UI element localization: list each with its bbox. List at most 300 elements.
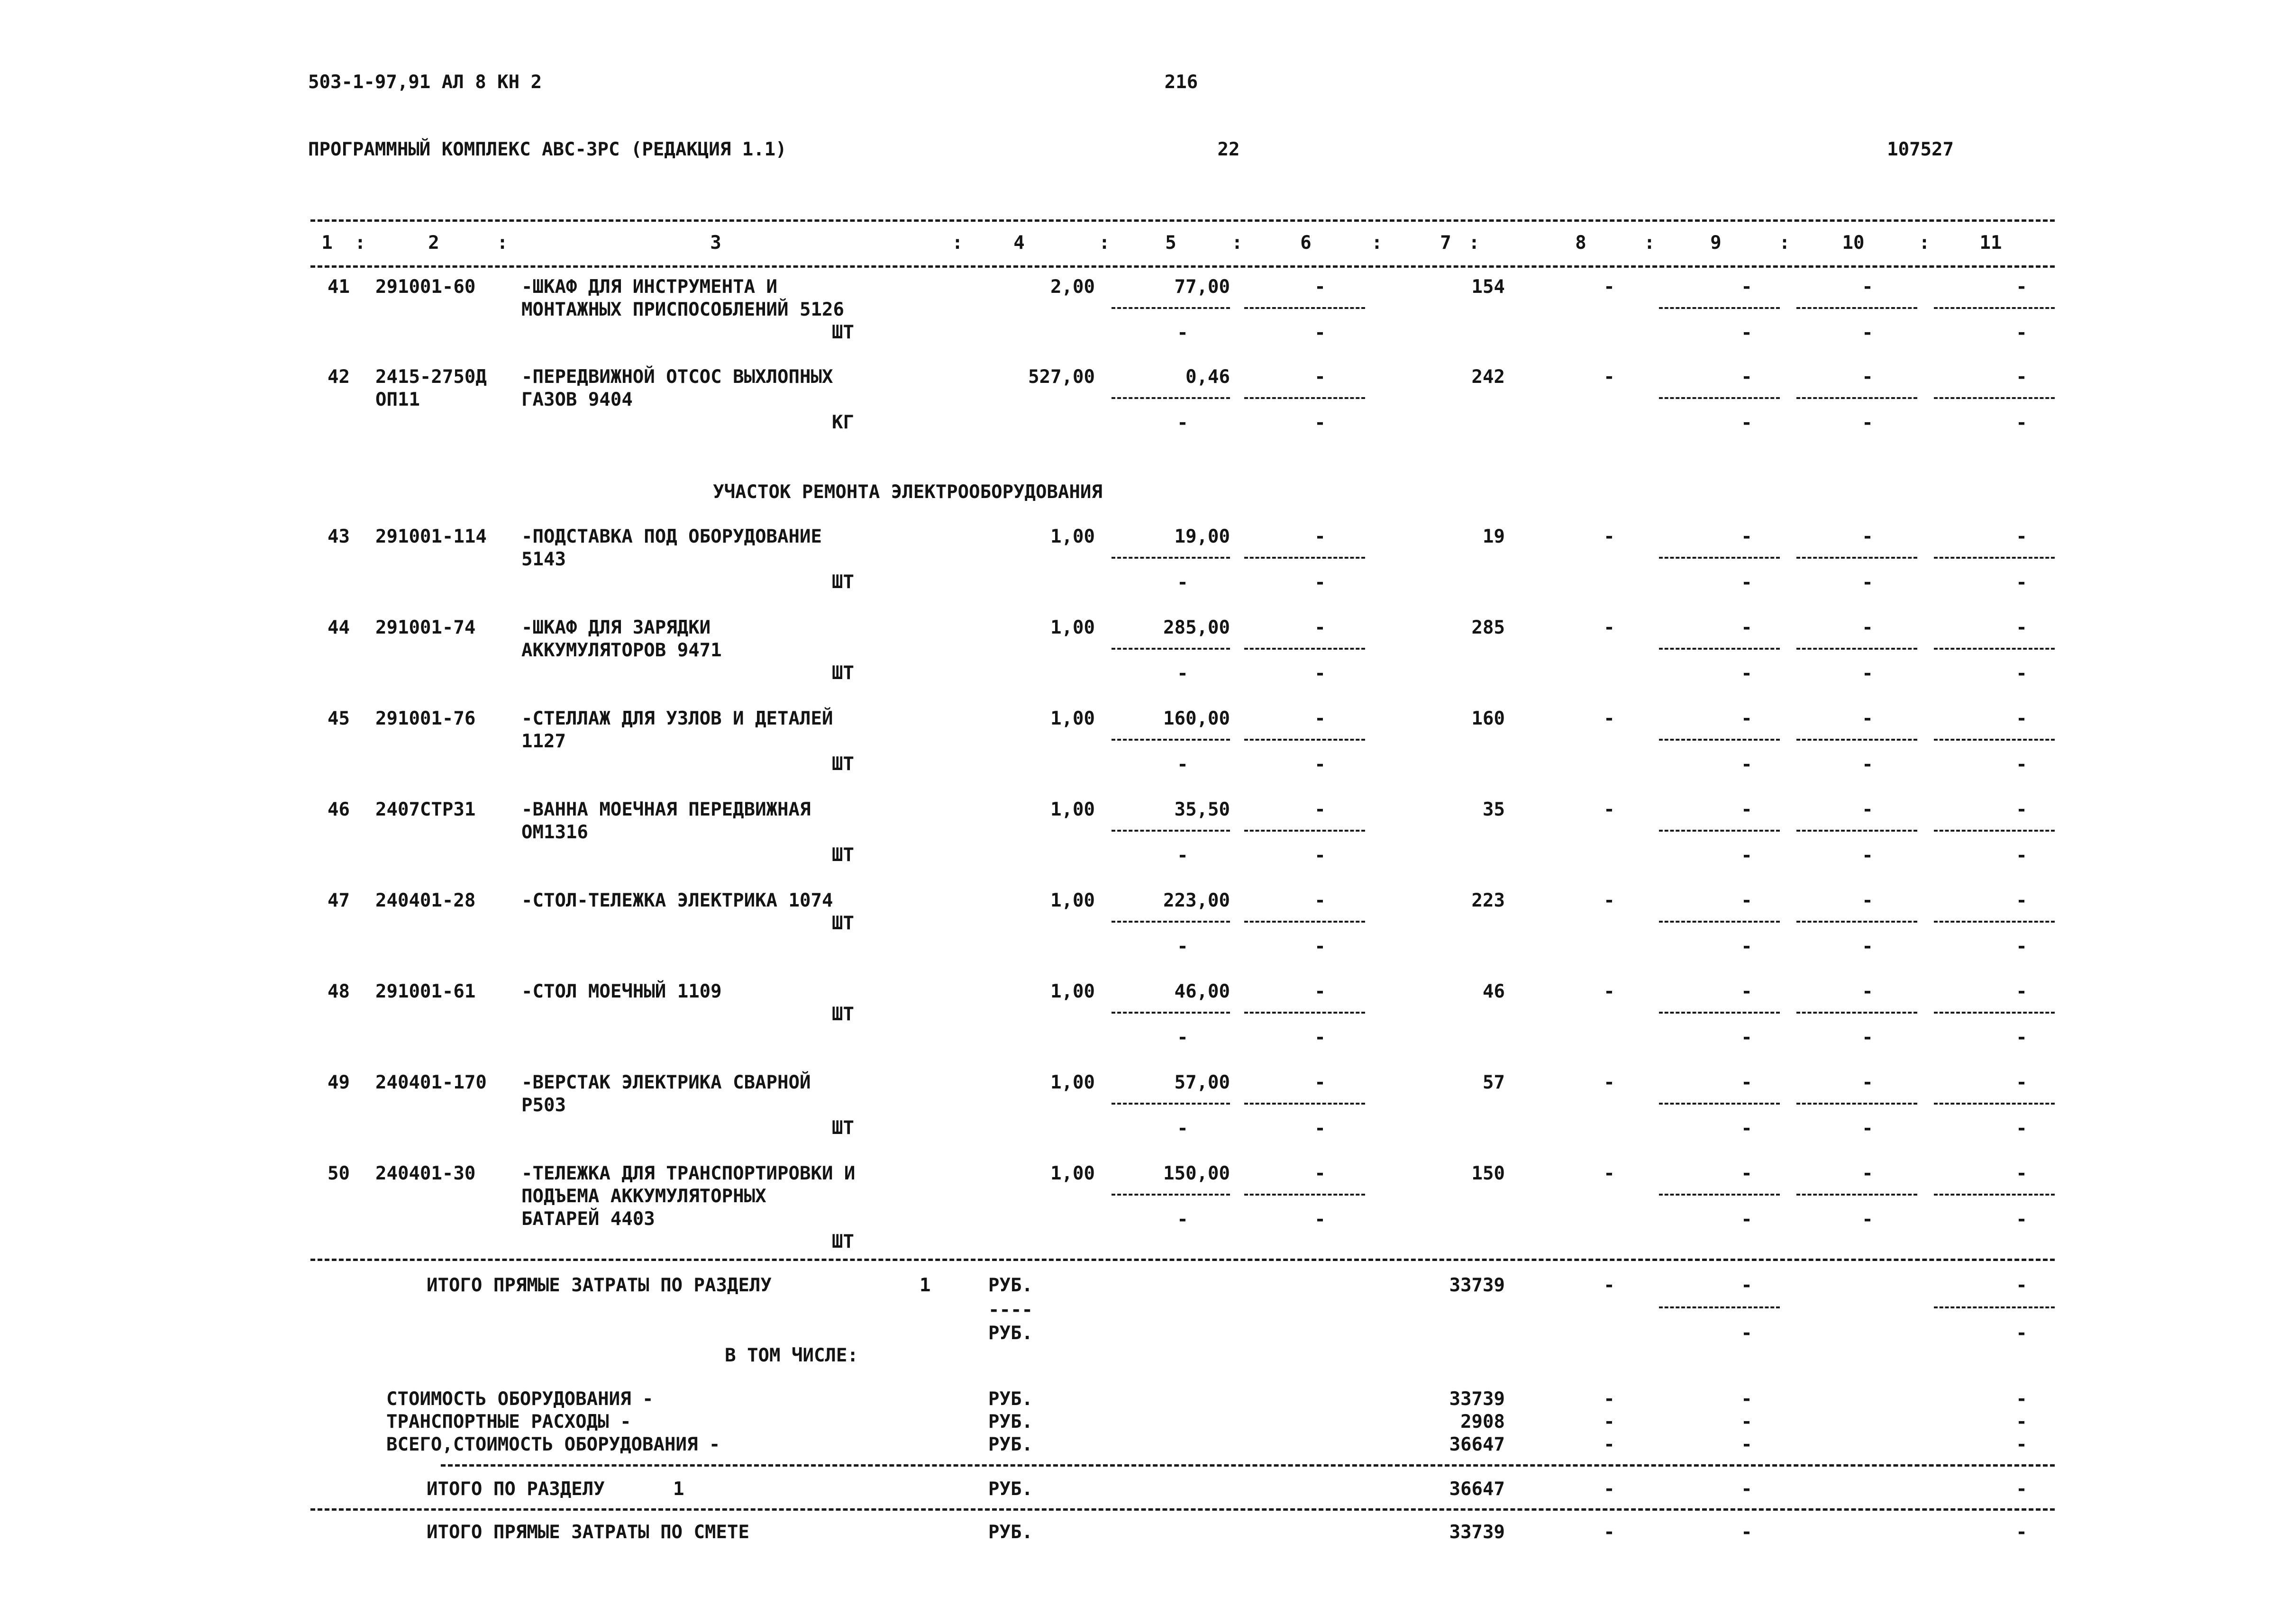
row-col-8: - [1604, 1072, 1615, 1093]
row-sub-col-10: - [1862, 1209, 1873, 1230]
direct-costs-c11-2: - [2016, 1323, 2027, 1344]
row-col-6: - [1314, 890, 1326, 911]
estimate-direct-c9: - [1741, 1522, 1752, 1543]
row-sub-col-11: - [2016, 572, 2027, 593]
row-quantity: 1,00 [1050, 1163, 1095, 1184]
row-description: -ПОДСТАВКА ПОД ОБОРУДОВАНИЕ [521, 526, 822, 547]
row-quantity: 1,00 [1050, 617, 1095, 638]
row-col-6: - [1314, 617, 1326, 638]
row-sub-col-10: - [1862, 1027, 1873, 1048]
row-description: 1127 [521, 731, 566, 752]
row-number: 45 [328, 708, 350, 729]
transport-value: 2908 [1460, 1411, 1505, 1433]
row-subrule-5 [1112, 830, 1230, 832]
section-total-unit: РУБ. [988, 1478, 1033, 1500]
row-code: 291001-60 [375, 276, 476, 298]
row-sub-col-6: - [1314, 412, 1326, 434]
column-header-5: 5 [1165, 232, 1176, 254]
row-sub-col-6: - [1314, 322, 1326, 344]
row-unit-price: 57,00 [1174, 1072, 1230, 1093]
row-col-10: - [1862, 276, 1873, 298]
row-col-9: - [1741, 981, 1752, 1002]
row-description: -ПЕРЕДВИЖНОЙ ОТСОС ВЫХЛОПНЫХ [521, 366, 833, 388]
row-sub-col-6: - [1314, 936, 1326, 957]
row-code: 291001-74 [375, 617, 476, 638]
row-col-11: - [2016, 1163, 2027, 1184]
row-total: 242 [1471, 366, 1505, 388]
direct-costs-section-no: 1 [920, 1275, 931, 1296]
row-subrule-10 [1796, 921, 1917, 923]
row-sub-col-5: - [1177, 845, 1188, 866]
totals-subrule-9 [1659, 1306, 1780, 1308]
row-sub-col-6: - [1314, 754, 1326, 775]
row-sub-col-5: - [1177, 572, 1188, 593]
row-subrule-11 [1934, 1012, 2055, 1014]
page-number: 216 [1164, 72, 1198, 93]
row-subrule-9 [1659, 921, 1780, 923]
estimate-direct-unit: РУБ. [988, 1522, 1033, 1543]
row-total: 160 [1471, 708, 1505, 729]
estimate-direct-label: ИТОГО ПРЯМЫЕ ЗАТРАТЫ ПО СМЕТЕ [427, 1522, 749, 1543]
column-header-1: 1 [321, 232, 333, 254]
row-sub-col-9: - [1741, 663, 1752, 684]
row-col-9: - [1741, 1163, 1752, 1184]
column-header-7: 7 [1440, 232, 1451, 254]
row-subrule-6 [1244, 830, 1365, 832]
row-subrule-10 [1796, 1194, 1917, 1196]
row-total: 57 [1483, 1072, 1505, 1093]
row-total: 285 [1471, 617, 1505, 638]
direct-costs-c9: - [1741, 1275, 1752, 1296]
row-subrule-11 [1934, 397, 2055, 399]
estimate-direct-c8: - [1604, 1522, 1615, 1543]
row-subrule-6 [1244, 1012, 1365, 1014]
row-sub-col-5: - [1177, 1118, 1188, 1139]
row-sub-col-6: - [1314, 1209, 1326, 1230]
row-col-9: - [1741, 799, 1752, 820]
equipment-cost-c8: - [1604, 1388, 1615, 1410]
row-code: 291001-61 [375, 981, 476, 1002]
direct-costs-c8: - [1604, 1275, 1615, 1296]
total-equipment-c8: - [1604, 1434, 1615, 1455]
row-sub-col-11: - [2016, 412, 2027, 434]
row-sub-col-11: - [2016, 1027, 2027, 1048]
row-subrule-9 [1659, 307, 1780, 309]
row-sub-col-9: - [1741, 412, 1752, 434]
row-col-6: - [1314, 981, 1326, 1002]
row-col-11: - [2016, 526, 2027, 547]
row-subrule-6 [1244, 648, 1365, 650]
direct-costs-c9-2: - [1741, 1323, 1752, 1344]
row-col-6: - [1314, 1072, 1326, 1093]
row-sub-col-10: - [1862, 1118, 1873, 1139]
row-col-11: - [2016, 276, 2027, 298]
row-code: 2407СТР31 [375, 799, 476, 820]
transport-label: ТРАНСПОРТНЫЕ РАСХОДЫ - [386, 1411, 631, 1433]
row-description: 5143 [521, 549, 566, 570]
row-col-6: - [1314, 526, 1326, 547]
row-subrule-11 [1934, 739, 2055, 741]
row-number: 48 [328, 981, 350, 1002]
row-col-8: - [1604, 617, 1615, 638]
row-total: 19 [1483, 526, 1505, 547]
row-col-11: - [2016, 890, 2027, 911]
row-col-10: - [1862, 890, 1873, 911]
row-col-10: - [1862, 366, 1873, 388]
row-sub-col-10: - [1862, 845, 1873, 866]
row-description: ПОДЪЕМА АККУМУЛЯТОРНЫХ [521, 1186, 766, 1207]
row-col-6: - [1314, 366, 1326, 388]
column-separator: : [1468, 232, 1480, 254]
row-subrule-11 [1934, 1194, 2055, 1196]
row-subrule-10 [1796, 739, 1917, 741]
direct-costs-c11: - [2016, 1275, 2027, 1296]
row-col-11: - [2016, 708, 2027, 729]
row-unit-price: 19,00 [1174, 526, 1230, 547]
equipment-cost-c11: - [2016, 1388, 2027, 1410]
row-sub-col-11: - [2016, 663, 2027, 684]
row-col-10: - [1862, 708, 1873, 729]
row-sub-col-9: - [1741, 322, 1752, 344]
column-header-8: 8 [1575, 232, 1586, 254]
row-subrule-11 [1934, 921, 2055, 923]
row-description: ГАЗОВ 9404 [521, 389, 633, 410]
totals-rule [310, 1259, 2055, 1261]
total-equipment-unit: РУБ. [988, 1434, 1033, 1455]
row-sub-col-11: - [2016, 1118, 2027, 1139]
row-number: 50 [328, 1163, 350, 1184]
row-sub-col-5: - [1177, 1027, 1188, 1048]
row-sub-col-11: - [2016, 754, 2027, 775]
row-code: 240401-30 [375, 1163, 476, 1184]
row-subrule-5 [1112, 921, 1230, 923]
row-col-11: - [2016, 1072, 2027, 1093]
column-separator: : [1644, 232, 1655, 254]
row-sub-col-11: - [2016, 845, 2027, 866]
row-col-10: - [1862, 526, 1873, 547]
row-subrule-9 [1659, 830, 1780, 832]
row-quantity: 527,00 [1028, 366, 1095, 388]
row-number: 47 [328, 890, 350, 911]
section-total-label: ИТОГО ПО РАЗДЕЛУ [427, 1478, 605, 1500]
row-code: 2415-2750Д [375, 366, 487, 388]
row-sub-col-9: - [1741, 845, 1752, 866]
column-separator: : [1099, 232, 1110, 254]
row-subrule-9 [1659, 1194, 1780, 1196]
total-equipment-c9: - [1741, 1434, 1752, 1455]
equipment-cost-label: СТОИМОСТЬ ОБОРУДОВАНИЯ - [386, 1388, 654, 1410]
row-subrule-10 [1796, 648, 1917, 650]
row-subrule-5 [1112, 1012, 1230, 1014]
row-col-8: - [1604, 708, 1615, 729]
row-sub-col-9: - [1741, 572, 1752, 593]
sheet-number: 22 [1217, 139, 1240, 160]
equipment-cost-c9: - [1741, 1388, 1752, 1410]
row-sub-col-10: - [1862, 936, 1873, 957]
column-separator: : [1371, 232, 1383, 254]
row-sub-col-10: - [1862, 663, 1873, 684]
row-col-8: - [1604, 1163, 1615, 1184]
row-sub-col-6: - [1314, 572, 1326, 593]
row-sub-col-9: - [1741, 1118, 1752, 1139]
row-col-8: - [1604, 799, 1615, 820]
column-header-9: 9 [1710, 232, 1722, 254]
row-subrule-6 [1244, 557, 1365, 559]
column-separator: : [1231, 232, 1243, 254]
row-subrule-5 [1112, 1103, 1230, 1105]
row-number: 42 [328, 366, 350, 388]
row-sub-col-5: - [1177, 412, 1188, 434]
row-total: 150 [1471, 1163, 1505, 1184]
row-description: -СТОЛ-ТЕЛЕЖКА ЭЛЕКТРИКА 1074 [521, 890, 833, 911]
row-subrule-11 [1934, 648, 2055, 650]
row-subrule-10 [1796, 557, 1917, 559]
row-number: 44 [328, 617, 350, 638]
row-col-6: - [1314, 276, 1326, 298]
row-sub-col-5: - [1177, 936, 1188, 957]
transport-c9: - [1741, 1411, 1752, 1433]
row-quantity: 1,00 [1050, 526, 1095, 547]
row-code: 240401-170 [375, 1072, 487, 1093]
header-rule-bottom [310, 265, 2055, 268]
row-unit: КГ [832, 412, 854, 433]
column-separator: : [1919, 232, 1930, 254]
row-description: -СТОЛ МОЕЧНЫЙ 1109 [521, 981, 722, 1002]
column-header-4: 4 [1013, 232, 1025, 254]
row-sub-col-11: - [2016, 322, 2027, 344]
row-subrule-9 [1659, 557, 1780, 559]
row-subrule-6 [1244, 397, 1365, 399]
row-col-11: - [2016, 981, 2027, 1002]
row-subrule-10 [1796, 397, 1917, 399]
row-description: -ШКАФ ДЛЯ ИНСТРУМЕНТА И [521, 276, 778, 298]
totals-subrule-11 [1934, 1306, 2055, 1308]
row-subrule-9 [1659, 1103, 1780, 1105]
row-sub-col-5: - [1177, 754, 1188, 775]
row-quantity: 1,00 [1050, 708, 1095, 729]
row-quantity: 1,00 [1050, 981, 1095, 1002]
job-code: 107527 [1887, 139, 1954, 160]
row-description: -ВАННА МОЕЧНАЯ ПЕРЕДВИЖНАЯ [521, 799, 811, 820]
section-total-c9: - [1741, 1478, 1752, 1500]
header-rule-top [310, 219, 2055, 222]
row-subrule-6 [1244, 1103, 1365, 1105]
row-code: 291001-114 [375, 526, 487, 547]
row-col-9: - [1741, 890, 1752, 911]
row-col-10: - [1862, 799, 1873, 820]
column-separator: : [497, 232, 508, 254]
row-code: 240401-28 [375, 890, 476, 911]
row-subrule-5 [1112, 307, 1230, 309]
row-description: БАТАРЕЙ 4403 [521, 1208, 655, 1230]
section-total-value: 36647 [1449, 1478, 1505, 1500]
column-header-6: 6 [1300, 232, 1312, 254]
row-unit: ШТ [832, 662, 854, 684]
estimate-direct-c11: - [2016, 1522, 2027, 1543]
row-col-9: - [1741, 708, 1752, 729]
row-unit-price: 223,00 [1163, 890, 1230, 911]
equipment-cost-unit: РУБ. [988, 1388, 1033, 1410]
row-subrule-5 [1112, 397, 1230, 399]
row-quantity: 1,00 [1050, 1072, 1095, 1093]
row-col-6: - [1314, 799, 1326, 820]
section-title: УЧАСТОК РЕМОНТА ЭЛЕКТРООБОРУДОВАНИЯ [713, 481, 1102, 503]
transport-c8: - [1604, 1411, 1615, 1433]
row-description: ОМ1316 [521, 822, 588, 843]
row-unit-price: 160,00 [1163, 708, 1230, 729]
row-subrule-9 [1659, 648, 1780, 650]
row-unit: ШТ [832, 322, 854, 343]
estimate-direct-value: 33739 [1449, 1522, 1505, 1543]
row-unit-price: 285,00 [1163, 617, 1230, 638]
row-number: 41 [328, 276, 350, 298]
row-number: 43 [328, 526, 350, 547]
row-col-9: - [1741, 366, 1752, 388]
row-sub-col-9: - [1741, 754, 1752, 775]
row-unit: ШТ [832, 1004, 854, 1025]
row-subrule-6 [1244, 307, 1365, 309]
row-sub-col-9: - [1741, 1209, 1752, 1230]
total-equipment-label: ВСЕГО,СТОИМОСТЬ ОБОРУДОВАНИЯ - [386, 1434, 720, 1455]
row-subrule-10 [1796, 1012, 1917, 1014]
row-sub-col-10: - [1862, 412, 1873, 434]
row-subrule-6 [1244, 921, 1365, 923]
row-unit: ШТ [832, 844, 854, 866]
row-col-9: - [1741, 526, 1752, 547]
column-header-3: 3 [710, 232, 721, 254]
row-col-8: - [1604, 526, 1615, 547]
row-sub-col-10: - [1862, 322, 1873, 344]
row-unit-price: 150,00 [1163, 1163, 1230, 1184]
section-total-c11: - [2016, 1478, 2027, 1500]
row-col-8: - [1604, 276, 1615, 298]
row-subrule-10 [1796, 1103, 1917, 1105]
row-quantity: 2,00 [1050, 276, 1095, 298]
equipment-cost-value: 33739 [1449, 1388, 1505, 1410]
row-subrule-5 [1112, 739, 1230, 741]
row-number: 46 [328, 799, 350, 820]
doc-code: 503-1-97,91 АЛ 8 КН 2 [308, 72, 542, 93]
row-col-6: - [1314, 708, 1326, 729]
row-col-9: - [1741, 276, 1752, 298]
row-quantity: 1,00 [1050, 890, 1095, 911]
row-sub-col-5: - [1177, 1209, 1188, 1230]
rub-dashes: ---- [988, 1299, 1033, 1321]
including-label: В ТОМ ЧИСЛЕ: [725, 1345, 858, 1366]
row-subrule-11 [1934, 1103, 2055, 1105]
row-unit: ШТ [832, 571, 854, 593]
row-sub-col-10: - [1862, 572, 1873, 593]
row-subrule-10 [1796, 830, 1917, 832]
row-subrule-9 [1659, 397, 1780, 399]
row-total: 46 [1483, 981, 1505, 1002]
row-subrule-6 [1244, 1194, 1365, 1196]
row-sub-col-5: - [1177, 663, 1188, 684]
transport-unit: РУБ. [988, 1411, 1033, 1433]
row-col-8: - [1604, 366, 1615, 388]
row-subrule-6 [1244, 739, 1365, 741]
row-col-10: - [1862, 981, 1873, 1002]
row-sub-col-5: - [1177, 322, 1188, 344]
direct-costs-label: ИТОГО ПРЯМЫЕ ЗАТРАТЫ ПО РАЗДЕЛУ [427, 1275, 772, 1296]
row-sub-col-6: - [1314, 1027, 1326, 1048]
column-separator: : [1779, 232, 1790, 254]
row-description: МОНТАЖНЫХ ПРИСПОСОБЛЕНИЙ 5126 [521, 299, 844, 320]
row-sub-col-6: - [1314, 1118, 1326, 1139]
row-subrule-9 [1659, 739, 1780, 741]
row-col-11: - [2016, 799, 2027, 820]
section-total-c8: - [1604, 1478, 1615, 1500]
row-code: 291001-76 [375, 708, 476, 729]
row-unit-price: 46,00 [1174, 981, 1230, 1002]
row-description: -СТЕЛЛАЖ ДЛЯ УЗЛОВ И ДЕТАЛЕЙ [521, 708, 833, 729]
column-separator: : [355, 232, 366, 254]
row-sub-col-6: - [1314, 663, 1326, 684]
direct-costs-total: 33739 [1449, 1275, 1505, 1296]
row-subrule-5 [1112, 557, 1230, 559]
estimate-rule [310, 1508, 2055, 1511]
row-col-10: - [1862, 1072, 1873, 1093]
row-subrule-11 [1934, 830, 2055, 832]
total-equipment-value: 36647 [1449, 1434, 1505, 1455]
row-col-10: - [1862, 1163, 1873, 1184]
direct-costs-unit: РУБ. [988, 1275, 1033, 1296]
row-col-9: - [1741, 617, 1752, 638]
row-col-11: - [2016, 617, 2027, 638]
row-unit: ШТ [832, 753, 854, 775]
row-unit: ШТ [832, 913, 854, 934]
row-description: Р503 [521, 1095, 566, 1116]
column-separator: : [952, 232, 963, 254]
row-subrule-10 [1796, 307, 1917, 309]
row-sub-col-6: - [1314, 845, 1326, 866]
transport-c11: - [2016, 1411, 2027, 1433]
section-total-no: 1 [673, 1478, 684, 1500]
row-sub-col-10: - [1862, 754, 1873, 775]
row-total: 154 [1471, 276, 1505, 298]
row-unit-price: 0,46 [1185, 366, 1230, 388]
row-col-8: - [1604, 890, 1615, 911]
row-col-6: - [1314, 1163, 1326, 1184]
row-description: -ТЕЛЕЖКА ДЛЯ ТРАНСПОРТИРОВКИ И [521, 1163, 856, 1184]
row-sub-col-11: - [2016, 936, 2027, 957]
row-quantity: 1,00 [1050, 799, 1095, 820]
program-title: ПРОГРАММНЫЙ КОМПЛЕКС АВС-3РС (РЕДАКЦИЯ 1.1) [308, 139, 787, 160]
row-subrule-5 [1112, 648, 1230, 650]
row-col-8: - [1604, 981, 1615, 1002]
row-subrule-11 [1934, 557, 2055, 559]
row-sub-col-9: - [1741, 1027, 1752, 1048]
total-equipment-c11: - [2016, 1434, 2027, 1455]
row-subrule-5 [1112, 1194, 1230, 1196]
row-unit: ШТ [832, 1117, 854, 1139]
row-unit: ШТ [832, 1231, 854, 1252]
row-total: 35 [1483, 799, 1505, 820]
row-description: АККУМУЛЯТОРОВ 9471 [521, 640, 722, 661]
column-header-11: 11 [1979, 232, 2002, 254]
row-col-11: - [2016, 366, 2027, 388]
row-col-10: - [1862, 617, 1873, 638]
row-subrule-11 [1934, 307, 2055, 309]
row-unit-price: 35,50 [1174, 799, 1230, 820]
row-sub-col-9: - [1741, 936, 1752, 957]
row-number: 49 [328, 1072, 350, 1093]
column-header-2: 2 [428, 232, 439, 254]
row-sub-col-11: - [2016, 1209, 2027, 1230]
row-total: 223 [1471, 890, 1505, 911]
direct-costs-unit-2: РУБ. [988, 1323, 1033, 1344]
row-unit-price: 77,00 [1174, 276, 1230, 298]
